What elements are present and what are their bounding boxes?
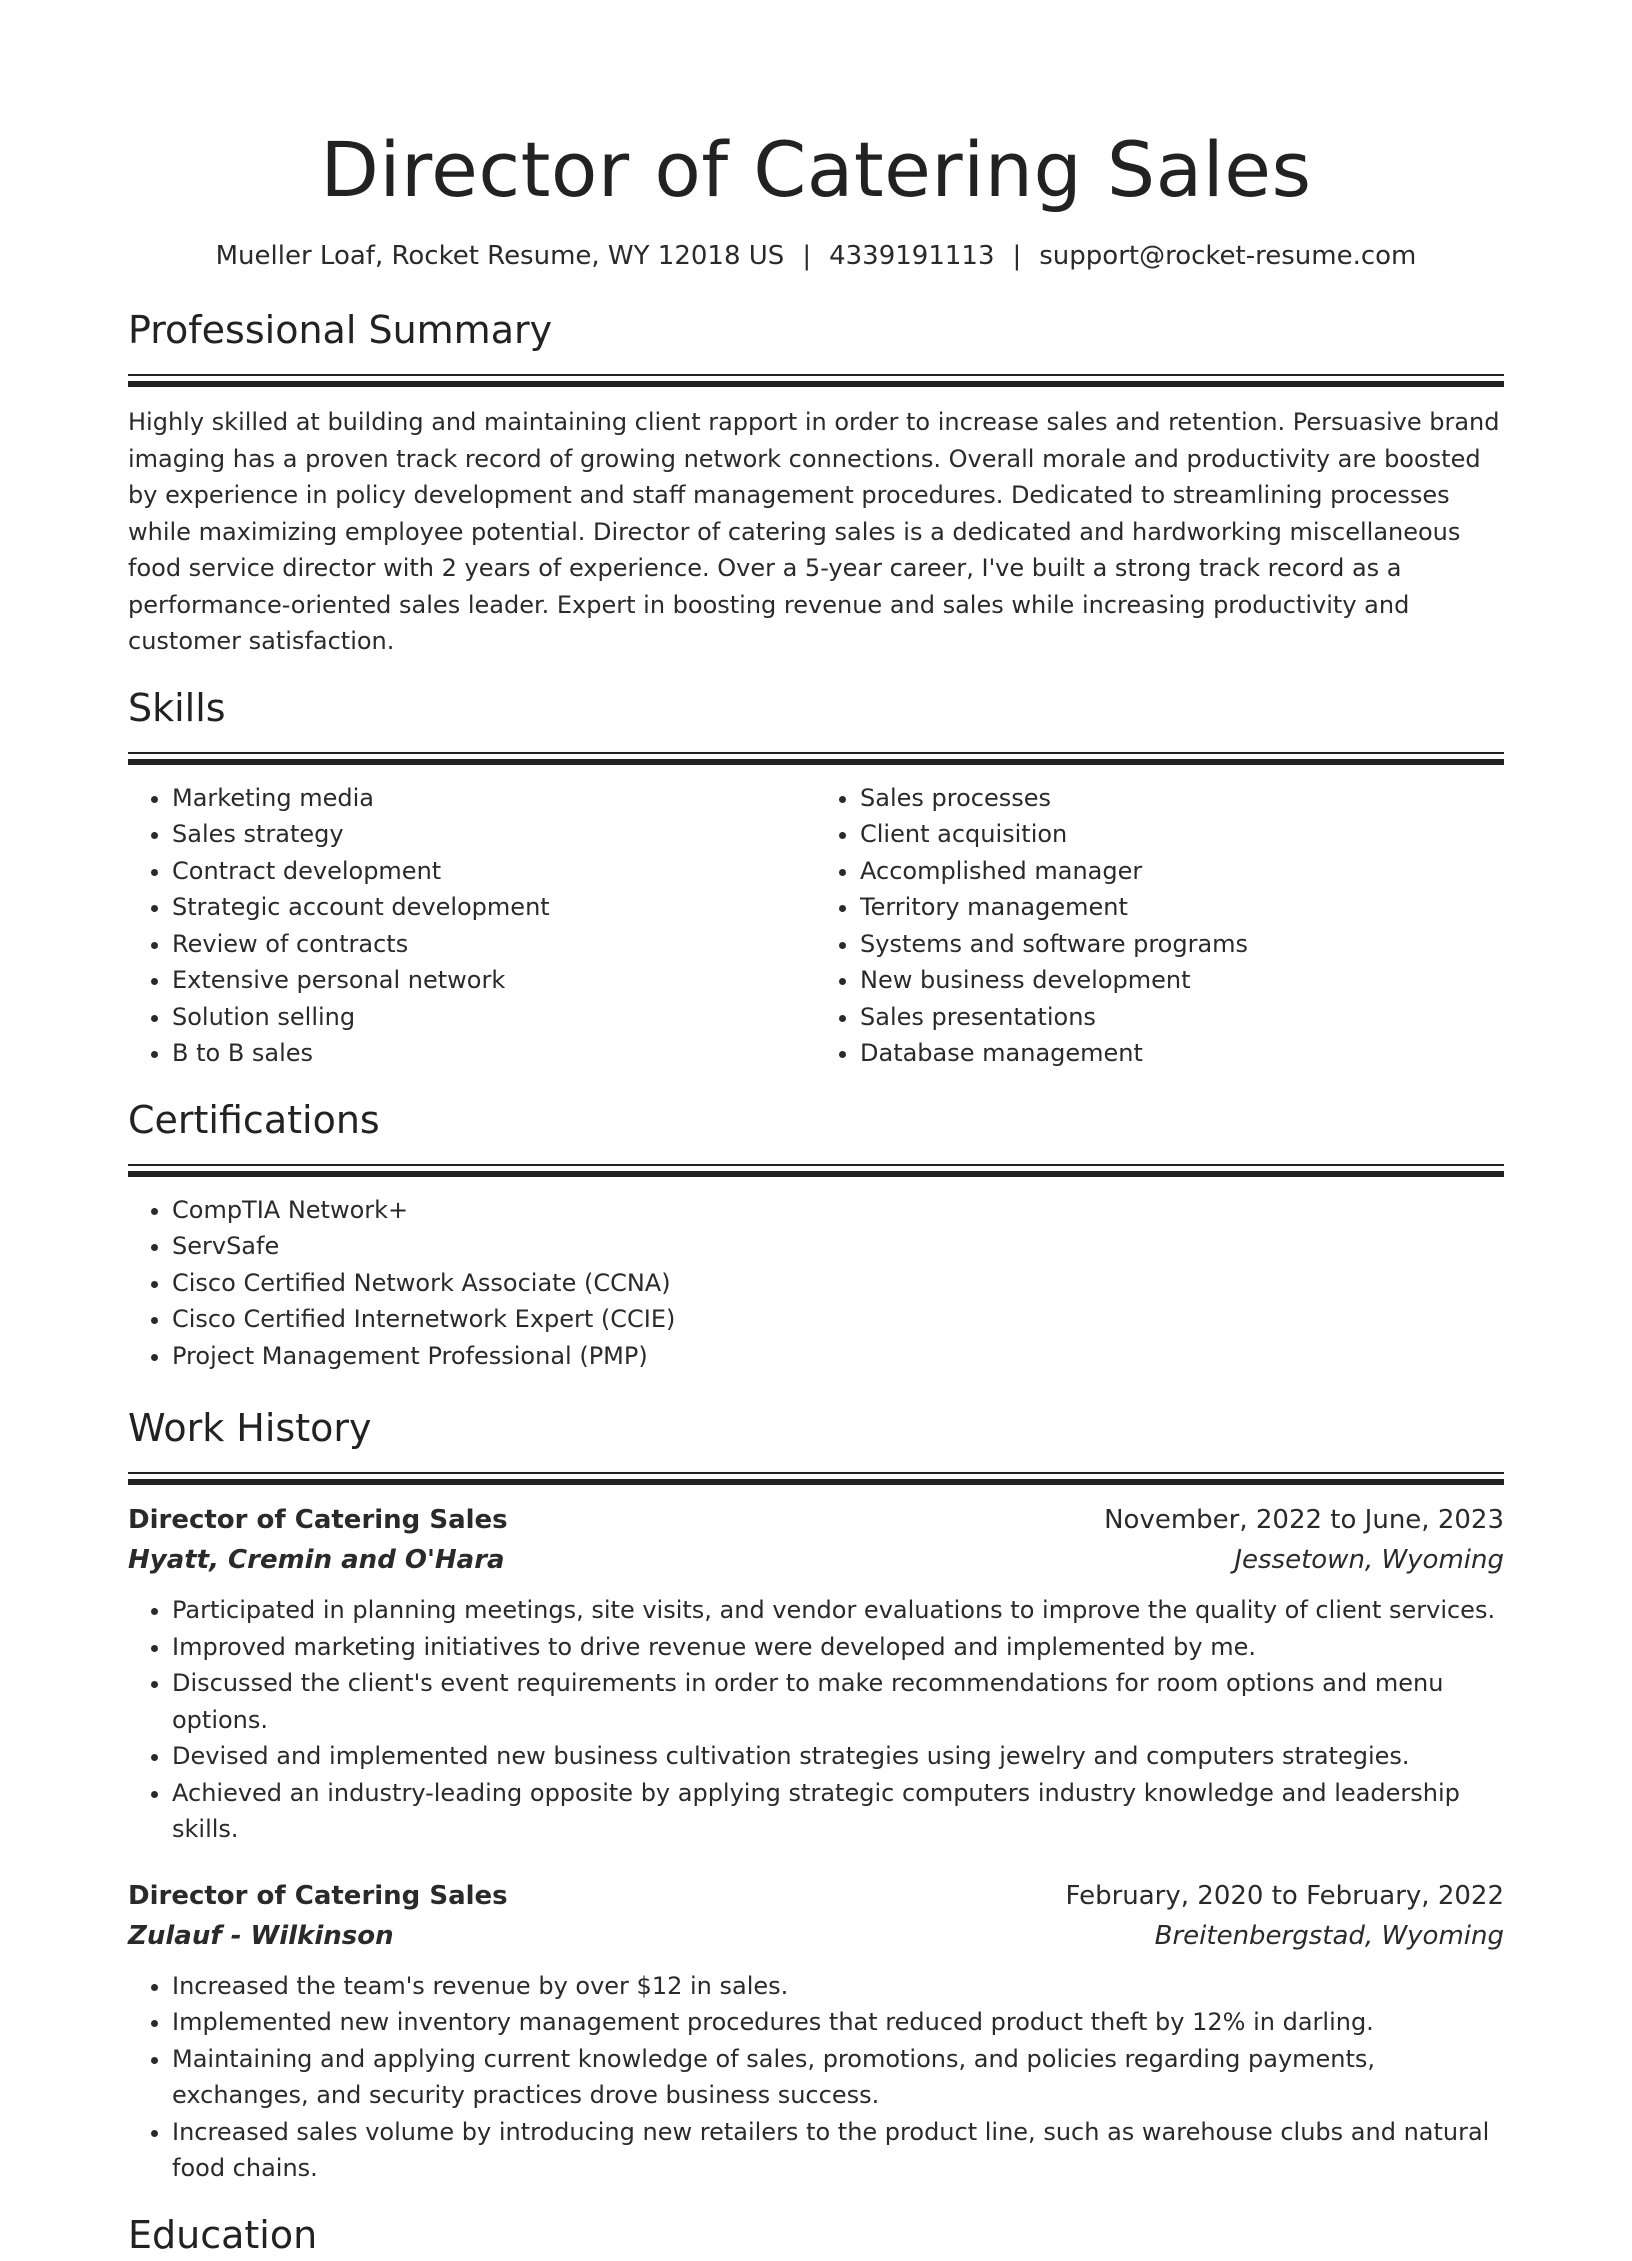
contact-address: Mueller Loaf, Rocket Resume, WY 12018 US <box>215 241 785 271</box>
job-location: Jessetown, Wyoming <box>1234 1545 1504 1575</box>
skills-column-right <box>816 780 1504 1072</box>
education-section <box>128 2209 1504 2261</box>
skills-columns <box>128 780 1504 1072</box>
job-entry <box>128 1876 1504 2187</box>
section-title-work-history: Work History <box>128 1406 372 1450</box>
job-company: Hyatt, Cremin and O'Hara <box>128 1545 505 1575</box>
section-title-summary: Professional Summary <box>128 308 553 352</box>
certification-item: • CompTIA Network+ <box>172 1192 1504 1229</box>
contact-email: support@rocket-resume.com <box>1039 241 1417 271</box>
contact-separator: | <box>1012 241 1022 271</box>
section-title-skills: Skills <box>128 685 226 730</box>
certifications-list <box>128 1192 1504 1375</box>
job-bullet: • Achieved an industry-leading opposite by applying strategic computers industry knowledge and leadership skills. <box>172 1775 1504 1848</box>
contact-line <box>128 238 1504 274</box>
skill-item: • Accomplished manager <box>860 853 1504 890</box>
job-bullet: • Devised and implemented new business cultivation strategies using jewelry and computers strategies. <box>172 1738 1504 1775</box>
skill-item: • Marketing media <box>172 780 816 817</box>
job-subheader <box>128 1540 1504 1580</box>
skill-item: • New business development <box>860 962 1504 999</box>
skill-item: • Extensive personal network <box>172 962 816 999</box>
job-header <box>128 1876 1504 1916</box>
certifications-section <box>128 1094 1504 1375</box>
job-bullet: • Participated in planning meetings, site visits, and vendor evaluations to improve the quality of client services. <box>172 1592 1504 1629</box>
certification-item: • Project Management Professional (PMP) <box>172 1338 1504 1375</box>
job-company: Zulauf - Wilkinson <box>128 1920 394 1951</box>
skill-item: • Solution selling <box>172 999 816 1036</box>
skills-list-right <box>816 780 1504 1072</box>
section-divider <box>128 752 1504 768</box>
skill-item: • Sales strategy <box>172 816 816 853</box>
resume-page <box>128 118 1504 2261</box>
section-divider <box>128 1472 1504 1488</box>
skill-item: • Territory management <box>860 889 1504 926</box>
job-bullet: • Increased the team's revenue by over $12 in sales. <box>172 1968 1504 2005</box>
contact-phone: 4339191113 <box>829 241 995 271</box>
job-bullet-list <box>128 1968 1504 2187</box>
certification-item: • Cisco Certified Internetwork Expert (CCIE) <box>172 1301 1504 1338</box>
job-location: Breitenbergstad, Wyoming <box>1154 1920 1504 1951</box>
summary-text: Highly skilled at building and maintaining client rapport in order to increase sales and retention. Persuasive brand imaging has a proven track record of growing network connections. Overall morale and productivity are boosted by experience in policy development and staff management procedures. Dedicated to streamlining processes while maximizing employee potential. Director of catering sales is a dedicated and hardworking miscellaneous food service director with 2 years of experience. Over a 5-year career, I've built a strong track record as a performance-oriented sales leader. Expert in boosting revenue and sales while increasing productivity and customer satisfaction. <box>128 408 1500 655</box>
skills-column-left <box>128 780 816 1072</box>
skill-item: • Review of contracts <box>172 926 816 963</box>
section-title-certifications: Certifications <box>128 1097 380 1142</box>
skills-list-left <box>128 780 816 1072</box>
contact-separator: | <box>802 241 812 271</box>
job-header <box>128 1500 1504 1540</box>
skill-item: • Database management <box>860 1035 1504 1072</box>
certification-item: • Cisco Certified Network Associate (CCNA) <box>172 1265 1504 1302</box>
work-history-section <box>128 1402 1504 2187</box>
job-bullet: • Improved marketing initiatives to drive revenue were developed and implemented by me. <box>172 1629 1504 1666</box>
section-divider <box>128 1164 1504 1180</box>
job-entry <box>128 1500 1504 1848</box>
skills-section <box>128 682 1504 1072</box>
job-dates: November, 2022 to June, 2023 <box>1104 1505 1504 1535</box>
job-title: Director of Catering Sales <box>128 1880 508 1911</box>
job-dates: February, 2020 to February, 2022 <box>1065 1880 1504 1911</box>
job-title: Director of Catering Sales <box>128 1505 508 1535</box>
job-bullet: • Implemented new inventory management procedures that reduced product theft by 12% in darling. <box>172 2004 1504 2041</box>
skill-item: • Sales processes <box>860 780 1504 817</box>
summary-section <box>128 304 1504 660</box>
job-bullet: • Increased sales volume by introducing new retailers to the product line, such as warehouse clubs and natural food chains. <box>172 2114 1504 2187</box>
skill-item: • Contract development <box>172 853 816 890</box>
job-bullet: • Discussed the client's event requirements in order to make recommendations for room options and menu options. <box>172 1665 1504 1738</box>
section-divider <box>128 374 1504 390</box>
skill-item: • Systems and software programs <box>860 926 1504 963</box>
job-bullet: • Maintaining and applying current knowledge of sales, promotions, and policies regarding payments, exchanges, and security practices drove business success. <box>172 2041 1504 2114</box>
section-title-education: Education <box>128 2212 318 2257</box>
job-bullet-list <box>128 1592 1504 1848</box>
job-subheader <box>128 1916 1504 1956</box>
certification-item: • ServSafe <box>172 1228 1504 1265</box>
skill-item: • B to B sales <box>172 1035 816 1072</box>
skill-item: • Sales presentations <box>860 999 1504 1036</box>
skill-item: • Strategic account development <box>172 889 816 926</box>
resume-name: Director of Catering Sales <box>320 125 1312 214</box>
skill-item: • Client acquisition <box>860 816 1504 853</box>
